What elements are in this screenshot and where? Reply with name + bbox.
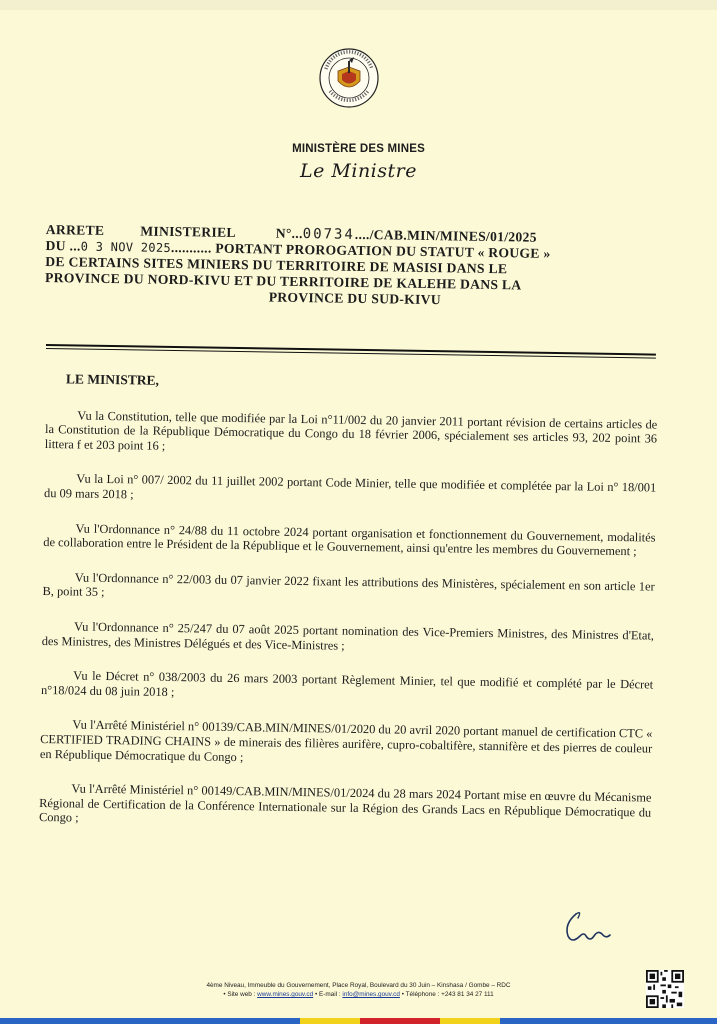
vu-arrete-00139: Vu l'Arrêté Ministériel n° 00139/CAB.MIN/MINES/01/2020 du 20 avril 2020 portant manuel de certification CTC « CERTIFIED TRADING CHAINS » de minerais des filières aurifère, cupro-cobaltifère, stannifère et des pierres de couleur en République Démocratique du Congo ; [39, 717, 653, 764]
title-number-suffix: ..../CAB.MIN/MINES/01/2025 [354, 226, 537, 245]
footer-website-link[interactable]: www.mines.gouv.cd [257, 991, 314, 998]
decree-title [45, 222, 666, 312]
title-line-4: PROVINCE DU NORD-KIVU ET DU TERRITOIRE DE KALEHE DANS LA [45, 269, 522, 293]
title-number-label: N°... [275, 225, 303, 242]
footer-site-label: • Site web : [223, 991, 258, 998]
footer-address: 4ème Niveau, Immeuble du Gouvernement, Place Royal, Boulevard du 30 Juin – Kinshasa / Gombe – RDC [206, 982, 511, 989]
vu-ordonnance-22-003: Vu l'Ordonnance n° 22/003 du 07 janvier 2022 fixant les attributions des Ministères, spécialement en son article 1er B, point 35 ; [42, 570, 655, 600]
footer-email-label: • E-mail : [313, 991, 343, 998]
title-du: DU ... [45, 237, 81, 254]
qr-code-icon [646, 970, 684, 1008]
minister-title: Le Ministre [300, 160, 417, 182]
footer-contacts [0, 990, 717, 999]
decree-body [39, 372, 658, 854]
flag-bar-red [360, 1018, 440, 1024]
decree-number-handwritten: 00734 [302, 226, 355, 243]
vu-ordonnance-24-88: Vu l'Ordonnance n° 24/88 du 11 octobre 2024 portant organisation et fonctionnement du Gouvernement, modalités de collaboration entre le Président de la République et le Gouvernement, ainsi qu'entre les membres du Gouvernement ; [43, 521, 656, 559]
footer-phone: • Téléphone : +243 81 34 27 111 [399, 991, 494, 998]
body-heading: LE MINISTRE, [65, 371, 160, 388]
title-portant: ........... PORTANT PROROGATION DU STATUT « ROUGE » [170, 239, 551, 261]
flag-bar-blue-2 [500, 1018, 717, 1024]
decree-date-stamp: 0 3 NOV 2025 [80, 239, 172, 255]
initials-signature-icon [562, 906, 622, 946]
footer-email-link[interactable]: info@mines.gouv.cd [342, 991, 400, 998]
flag-bar-yellow [300, 1018, 360, 1024]
vu-ordonnance-25-247: Vu l'Ordonnance n° 25/247 du 07 août 2025 portant nomination des Vice-Premiers Ministres, des Ministres d'Etat, des Ministres, des Ministres Délégués et des Vice-Ministres ; [41, 619, 655, 653]
flag-bar-yellow-2 [440, 1018, 500, 1024]
vu-arrete-00149: Vu l'Arrêté Ministériel n° 00149/CAB.MIN/MINES/01/2024 du 28 mars 2024 Portant mise en œuvre du Mécanisme Régional de Certification de la Conférence Internationale sur la Région des Grands Lacs en République Démocratique du Congo ; [38, 781, 652, 825]
flag-bar-blue [0, 1018, 300, 1024]
title-line-5: PROVINCE DU SUD-KIVU [268, 289, 442, 308]
flag-color-bar [0, 1018, 717, 1024]
page-footer [0, 981, 717, 999]
title-arrete: ARRETE [45, 222, 105, 238]
vu-constitution: Vu la Constitution, telle que modifiée par la Loi n°11/002 du 20 janvier 2011 portant révision de certains articles de la Constitution de la République Démocratique du Congo du 18 février 2006, spécialement ses articles 93, 202 point 36 littera f et 203 point 16 ; [44, 408, 658, 453]
ministry-name: MINISTÈRE DES MINES [292, 143, 425, 155]
title-line-3: DE CERTAINS SITES MINIERS DU TERRITOIRE DE MASISI DANS LE [45, 253, 508, 277]
scan-top-edge [0, 0, 717, 10]
vu-decret-038-2003: Vu le Décret n° 038/2003 du 26 mars 2003 portant Règlement Minier, tel que modifié et complété par le Décret n°18/024 du 08 juin 2018 ; [40, 668, 654, 699]
government-seal-icon [318, 47, 380, 135]
vu-code-minier: Vu la Loi n° 007/ 2002 du 11 juillet 2002 portant Code Minier, telle que modifiée et complétée par la Loi n° 18/001 du 09 mars 2018 ; [43, 471, 657, 502]
title-ministeriel: MINISTERIEL [140, 223, 236, 240]
